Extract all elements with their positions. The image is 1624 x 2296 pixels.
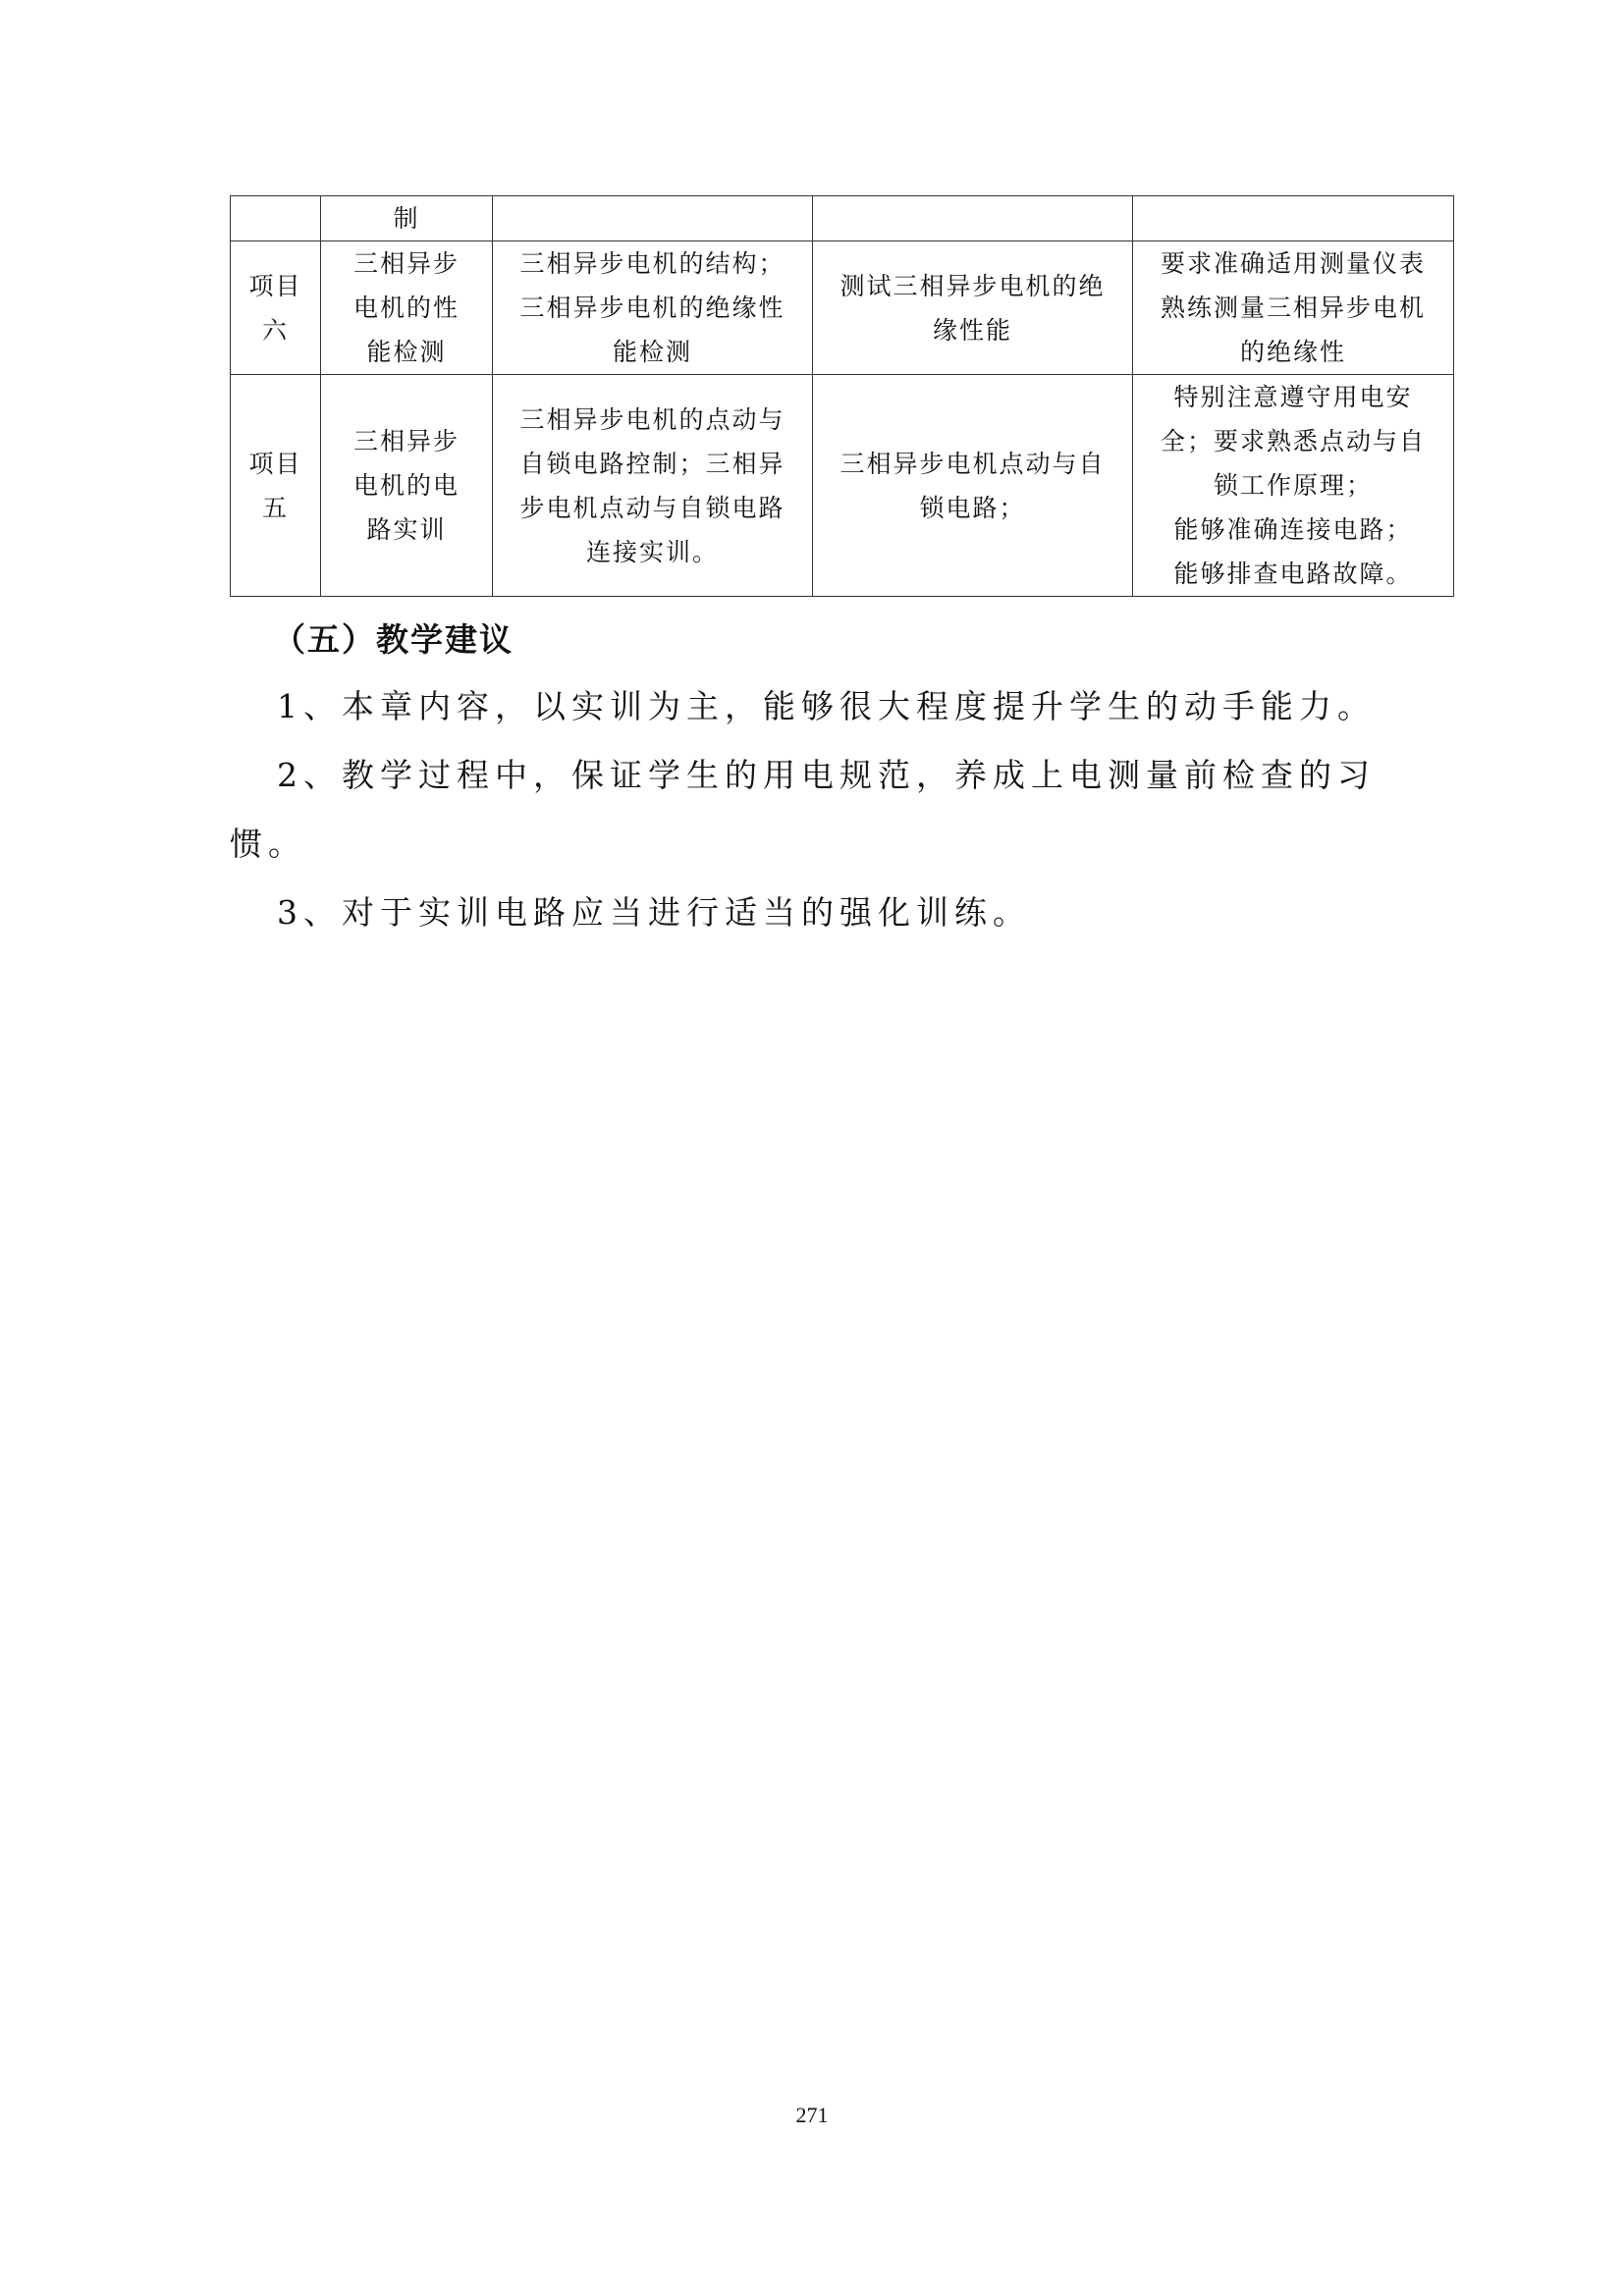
paragraph-1: 1、本章内容，以实训为主，能够很大程度提升学生的动手能力。 xyxy=(277,687,1376,725)
table-cell-task xyxy=(813,196,1133,241)
cell-line: 三相异步电机的点动与 xyxy=(519,404,785,434)
cell-line: 三相异步 xyxy=(352,249,460,278)
paragraph-2-line-1: 2、教学过程中，保证学生的用电规范，养成上电测量前检查的习 xyxy=(277,756,1376,794)
table-cell-name xyxy=(321,375,493,597)
cell-line: 三相异步 xyxy=(352,427,460,455)
cell-line: 锁工作原理； xyxy=(1213,471,1373,500)
cell-line: 能检测 xyxy=(612,338,692,366)
table-cell-content xyxy=(493,375,813,597)
table-cell-content xyxy=(493,196,813,241)
cell-line: 连接实训。 xyxy=(585,537,719,566)
table-cell-project xyxy=(231,241,321,375)
table-cell-requirement xyxy=(1133,196,1454,241)
cell-line: 电机的性 xyxy=(352,294,460,322)
cell-line: 要求准确适用测量仪表 xyxy=(1160,249,1426,278)
table-cell-name xyxy=(321,196,493,241)
table-row xyxy=(231,375,1454,597)
course-table xyxy=(230,195,1454,597)
cell-line: 测试三相异步电机的绝 xyxy=(839,271,1106,300)
table-cell-task xyxy=(813,241,1133,375)
cell-line: 缘性能 xyxy=(932,315,1012,345)
table-cell-requirement xyxy=(1133,375,1454,597)
cell-line: 制 xyxy=(393,204,420,233)
cell-line: 项目 xyxy=(248,271,302,300)
paragraph-2-line-2: 惯。 xyxy=(230,825,306,863)
cell-line: 六 xyxy=(261,315,289,345)
cell-line: 能检测 xyxy=(366,338,447,366)
cell-line: 路实训 xyxy=(366,515,447,544)
cell-line: 三相异步电机的绝缘性 xyxy=(519,294,785,322)
paragraph-3: 3、对于实训电路应当进行适当的强化训练。 xyxy=(277,893,1031,932)
table-cell-project xyxy=(231,196,321,241)
cell-line: 能够排查电路故障。 xyxy=(1173,560,1413,588)
table-row-continued xyxy=(231,196,1454,241)
cell-line: 全；要求熟悉点动与自 xyxy=(1160,427,1426,455)
table-cell-name xyxy=(321,241,493,375)
cell-line: 步电机点动与自锁电路 xyxy=(519,493,785,522)
cell-line: 自锁电路控制；三相异 xyxy=(519,449,785,478)
cell-line: 电机的电 xyxy=(352,471,460,500)
table-cell-project xyxy=(231,375,321,597)
cell-line: 能够准确连接电路； xyxy=(1173,515,1413,544)
table-cell-task xyxy=(813,375,1133,597)
table-cell-requirement xyxy=(1133,241,1454,375)
cell-line: 五 xyxy=(261,493,289,522)
cell-line: 熟练测量三相异步电机 xyxy=(1160,294,1426,322)
cell-line: 三相异步电机的结构； xyxy=(519,249,785,278)
section-heading: （五）教学建议 xyxy=(273,620,514,659)
table-cell-content xyxy=(493,241,813,375)
cell-line: 三相异步电机点动与自 xyxy=(839,449,1106,478)
page-number: 271 xyxy=(795,2103,829,2127)
cell-line: 特别注意遵守用电安 xyxy=(1173,383,1413,411)
cell-line: 项目 xyxy=(248,449,302,478)
cell-line: 的绝缘性 xyxy=(1239,338,1346,366)
table-row xyxy=(231,241,1454,375)
cell-line: 锁电路； xyxy=(919,493,1026,522)
